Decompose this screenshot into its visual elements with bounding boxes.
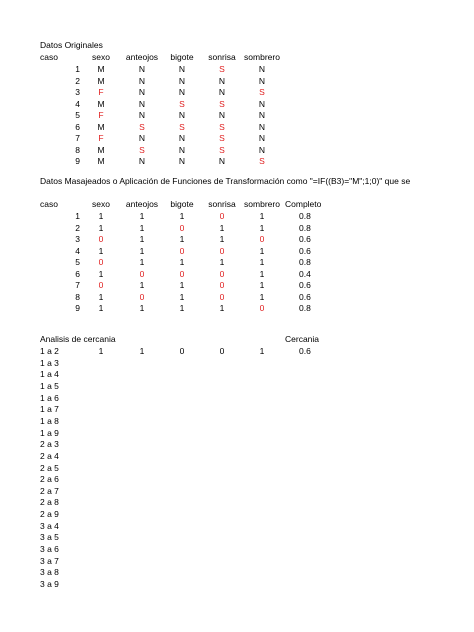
section1-cell: N (178, 110, 186, 120)
section1-cell: F (98, 110, 104, 120)
section1-header-caso: caso (40, 52, 58, 62)
section2-cell: 0 (219, 291, 225, 302)
section2-header-bigote: bigote (170, 199, 194, 209)
section1-cell: M (97, 156, 105, 166)
section1-cell: N (138, 98, 146, 109)
section3-cell: 0 (219, 346, 225, 356)
section2-cell: 1 (219, 303, 225, 313)
section1-cell: S (219, 144, 225, 155)
section1-caso-cell: 3 (75, 87, 80, 97)
section2-cell: 1 (98, 303, 104, 313)
section2-cell: 1 (259, 268, 265, 279)
section1-cell: N (138, 110, 146, 120)
section3-pair-label: 1 a 9 (40, 427, 59, 438)
section3-pair-label: 1 a 5 (40, 380, 59, 391)
section2-caso-cell: 6 (75, 268, 80, 279)
section2-cell: 1 (259, 257, 265, 267)
section1-cell: S (179, 98, 185, 109)
section1-cell: N (258, 133, 266, 143)
section3-pair-label: 1 a 7 (40, 404, 59, 415)
section2-caso-cell: 8 (75, 291, 80, 302)
section2-cell: 1 (259, 245, 265, 256)
section3-pair-label: 1 a 4 (40, 369, 59, 380)
section1-cell: N (258, 98, 266, 109)
section3-pair-label: 1 a 2 (40, 346, 59, 356)
section1-cell: N (178, 64, 186, 74)
section1-caso-cell: 4 (75, 98, 80, 109)
section1-cell: N (138, 87, 146, 97)
section2-completo-cell: 0.8 (299, 211, 311, 221)
section3-pair-label: 3 a 5 (40, 532, 59, 543)
section2-completo-cell: 0.8 (299, 222, 311, 233)
section3-pair-label: 1 a 3 (40, 357, 59, 368)
section1-caso-cell: 1 (75, 64, 80, 74)
section2-cell: 1 (98, 291, 104, 302)
section2-cell: 1 (98, 222, 104, 233)
section1-cell: N (178, 75, 186, 86)
section3-cell: 1 (259, 346, 265, 356)
section2-cell: 0 (179, 222, 185, 233)
section1-cell: M (97, 144, 105, 155)
section1-cell: S (219, 121, 225, 132)
section3-cell: 1 (98, 346, 104, 356)
section2-cell: 1 (219, 257, 225, 267)
section3-pair-label: 2 a 3 (40, 439, 59, 450)
section3-cell: 0 (179, 346, 185, 356)
section3-pair-label: 2 a 8 (40, 497, 59, 508)
section2-caso-cell: 5 (75, 257, 80, 267)
section2-header-completo: Completo (285, 199, 322, 209)
section2-completo-cell: 0.6 (299, 245, 311, 256)
section3-pair-label: 2 a 4 (40, 450, 59, 461)
section3-cercania-cell: 0.6 (299, 346, 311, 356)
section2-cell: 1 (259, 280, 265, 290)
section1-cell: N (218, 156, 226, 166)
section1-cell: N (178, 87, 186, 97)
section3-pair-label: 1 a 6 (40, 392, 59, 403)
section1-cell: S (179, 121, 185, 132)
section3-pair-label: 3 a 7 (40, 555, 59, 566)
section2-header-sonrisa: sonrisa (208, 199, 236, 209)
section2-completo-cell: 0.8 (299, 257, 311, 267)
section2-completo-cell: 0.8 (299, 303, 311, 313)
section3-pair-label: 2 a 5 (40, 462, 59, 473)
section2-cell: 0 (219, 280, 225, 290)
section2-cell: 0 (98, 280, 104, 290)
section3-pair-label: 2 a 6 (40, 474, 59, 485)
section2-cell: 0 (139, 291, 145, 302)
section2-cell: 1 (139, 245, 145, 256)
section1-caso-cell: 5 (75, 110, 80, 120)
section2-caso-cell: 1 (75, 211, 80, 221)
section2-cell: 1 (139, 234, 145, 244)
section2-header-sombrero: sombrero (244, 199, 280, 209)
section2-cell: 1 (139, 257, 145, 267)
section1-cell: N (138, 133, 146, 143)
section2-cell: 1 (179, 211, 185, 221)
section2-caso-cell: 4 (75, 245, 80, 256)
section1-cell: F (98, 133, 104, 143)
section1-caso-cell: 8 (75, 144, 80, 155)
section1-cell: S (139, 144, 145, 155)
section2-cell: 1 (259, 291, 265, 302)
section2-cell: 1 (98, 245, 104, 256)
section2-caso-cell: 9 (75, 303, 80, 313)
section1-cell: F (98, 87, 104, 97)
section3-title: Analisis de cercania (40, 334, 116, 344)
section1-header-bigote: bigote (170, 52, 194, 62)
section2-cell: 1 (179, 257, 185, 267)
section1-cell: M (97, 121, 105, 132)
section2-cell: 1 (179, 234, 185, 244)
section3-pair-label: 2 a 7 (40, 485, 59, 496)
section2-caso-cell: 7 (75, 280, 80, 290)
section1-header-sonrisa: sonrisa (208, 52, 236, 62)
section1-cell: S (259, 156, 265, 166)
section2-cell: 0 (219, 211, 225, 221)
section2-cell: 1 (259, 222, 265, 233)
section1-cell: S (139, 121, 145, 132)
section3-pair-label: 1 a 8 (40, 415, 59, 426)
section2-header-sexo: sexo (92, 199, 110, 209)
section1-cell: N (138, 156, 146, 166)
section1-cell: S (219, 64, 225, 74)
section2-cell: 0 (219, 245, 225, 256)
section2-cell: 1 (139, 303, 145, 313)
section2-cell: 1 (139, 222, 145, 233)
section2-cell: 1 (179, 303, 185, 313)
section1-header-anteojos: anteojos (125, 52, 159, 62)
section2-cell: 1 (139, 280, 145, 290)
section1-cell: M (97, 64, 105, 74)
section2-title: Datos Masajeados o Aplicación de Funciones de Transformación como "=IF((B3)="M";1;0)" que se (40, 176, 411, 186)
section1-cell: S (259, 87, 265, 97)
section3-header-cercania: Cercania (285, 334, 320, 344)
section3-pair-label: 3 a 9 (40, 579, 59, 589)
section1-cell: N (138, 75, 146, 86)
section1-cell: N (258, 75, 266, 86)
section2-cell: 0 (179, 245, 185, 256)
section2-completo-cell: 0.4 (299, 268, 311, 279)
section2-cell: 1 (219, 222, 225, 233)
section2-cell: 1 (259, 211, 265, 221)
section2-header-caso: caso (40, 199, 58, 209)
section2-cell: 1 (219, 234, 225, 244)
section1-cell: N (218, 75, 226, 86)
section2-cell: 1 (179, 291, 185, 302)
section2-cell: 0 (219, 268, 225, 279)
section1-cell: S (219, 98, 225, 109)
section1-cell: N (218, 87, 226, 97)
section1-cell: N (258, 64, 266, 74)
section1-cell: N (258, 110, 266, 120)
section1-caso-cell: 6 (75, 121, 80, 132)
section1-cell: M (97, 75, 105, 86)
section2-cell: 0 (259, 234, 265, 244)
section2-cell: 0 (98, 234, 104, 244)
section1-cell: N (178, 133, 186, 143)
section2-completo-cell: 0.6 (299, 280, 311, 290)
section2-caso-cell: 2 (75, 222, 80, 233)
section1-cell: S (219, 133, 225, 143)
section2-completo-cell: 0.6 (299, 234, 311, 244)
section3-cell: 1 (139, 346, 145, 356)
section1-cell: M (97, 98, 105, 109)
section1-caso-cell: 9 (75, 156, 80, 166)
section3-pair-label: 2 a 9 (40, 509, 59, 520)
section1-cell: N (138, 64, 146, 74)
section2-cell: 1 (98, 268, 104, 279)
section2-cell: 0 (139, 268, 145, 279)
section1-cell: N (258, 121, 266, 132)
section2-completo-cell: 0.6 (299, 291, 311, 302)
section1-cell: N (178, 144, 186, 155)
section2-cell: 0 (98, 257, 104, 267)
section3-pair-label: 3 a 4 (40, 520, 59, 531)
section1-caso-cell: 2 (75, 75, 80, 86)
section1-cell: N (218, 110, 226, 120)
section1-cell: N (258, 144, 266, 155)
section1-header-sexo: sexo (92, 52, 110, 62)
section1-header-sombrero: sombrero (244, 52, 280, 62)
section2-header-anteojos: anteojos (125, 199, 159, 209)
section2-caso-cell: 3 (75, 234, 80, 244)
section1-title: Datos Originales (40, 40, 103, 50)
section3-pair-label: 3 a 6 (40, 544, 59, 555)
section2-cell: 0 (259, 303, 265, 313)
section2-cell: 1 (98, 211, 104, 221)
section3-pair-label: 3 a 8 (40, 567, 59, 578)
section2-cell: 1 (139, 211, 145, 221)
section2-cell: 1 (179, 280, 185, 290)
section1-cell: N (178, 156, 186, 166)
section1-caso-cell: 7 (75, 133, 80, 143)
section2-cell: 0 (179, 268, 185, 279)
